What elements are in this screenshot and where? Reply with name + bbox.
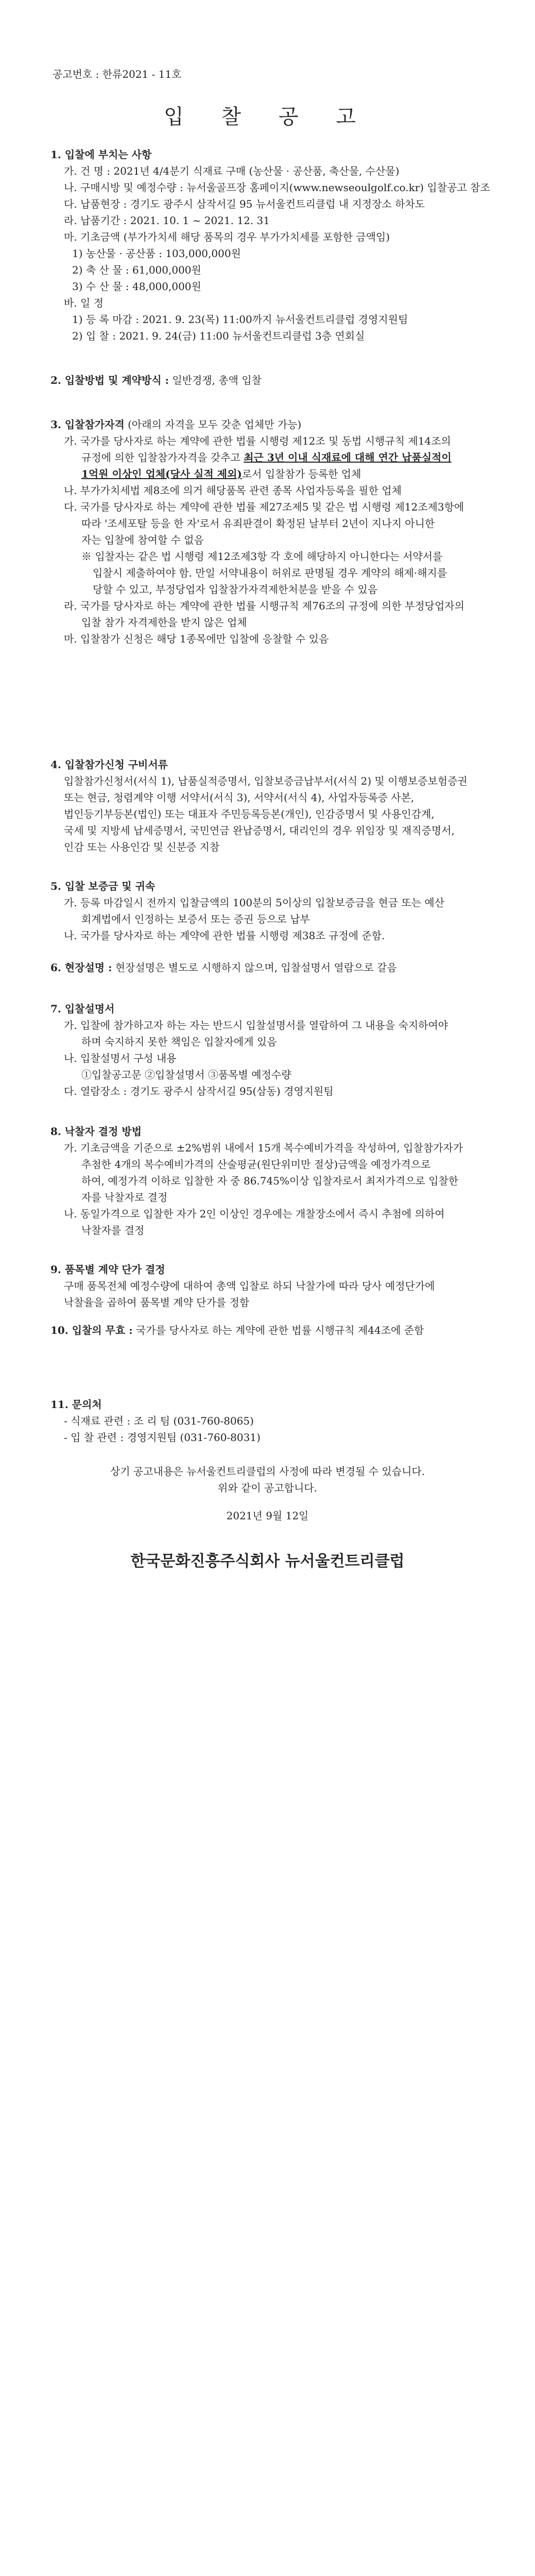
guide-na: 나. 입찰설명서 구성 내용 [64, 1052, 177, 1064]
deposit-ga-line1: 가. 등록 마감일시 전까지 입찰금액의 100분의 5이상의 입찰보증금을 현금 또는 예산 [64, 896, 445, 909]
eligibility-note-line2: 입찰시 제출하여야 함. 만일 서약내용이 허위로 판명될 경우 계약의 해제·해지를 [93, 567, 447, 579]
deposit-na: 나. 국가를 당사자로 하는 계약에 관한 법률 시행령 제38조 규정에 준함. [64, 929, 385, 942]
award-ga-line1: 가. 기초금액을 기준으로 ±2%범위 내에서 15개 복수예비가격을 작성하여, 입찰참가자가 [64, 1142, 463, 1154]
section-eligibility [50, 416, 493, 647]
section-unit-price [50, 1261, 493, 1311]
page-title: 입 찰 공 고 [164, 105, 371, 129]
documents-line5: 인감 또는 사용인감 및 신분증 지참 [64, 841, 220, 853]
organization-name: 한국문화진흥주식회사 뉴서울컨트리클럽 [130, 1552, 405, 1570]
award-na-line1: 나. 동일가격으로 입찰한 자가 2인 이상인 경우에는 개찰장소에서 즉시 추첨에 의하여 [64, 1208, 445, 1220]
item-base-amount: 마. 기초금액 (부가가치세 해당 품목의 경우 부가가치세를 포함한 금액임) [64, 231, 390, 243]
award-ga-line2: 추첨한 4개의 복수예비가격의 산술평균(원단위미만 절상)금액을 예정가격으로 [81, 1158, 431, 1171]
item-spec: 나. 구매시방 및 예정수량 : 뉴서울골프장 홈페이지(www.newseoulgolf.co.kr) 입찰공고 참조 [64, 181, 490, 194]
section-bid-guide [50, 1001, 493, 1099]
item-schedule: 바. 일 정 [64, 297, 104, 309]
section-award [50, 1123, 493, 1239]
section-items [50, 146, 493, 344]
amount-livestock: 2) 축 산 물 : 61,000,000원 [72, 264, 201, 276]
notice-date: 2021년 9월 12일 [226, 1510, 309, 1522]
amount-agri: 1) 농산물 · 공산품 : 103,000,000원 [72, 247, 241, 260]
closing-line2: 위와 같이 공고합니다. [218, 1482, 317, 1494]
section-heading: 10. 입찰의 무효 : [50, 1324, 133, 1336]
section-heading: 3. 입찰참가자격 [50, 418, 125, 431]
section-invalid-bid [50, 1322, 493, 1338]
section-heading-note: (아래의 자격을 모두 갖춘 업체만 가능) [124, 418, 302, 431]
section-heading: 7. 입찰설명서 [50, 1003, 115, 1015]
item-delivery-site: 다. 납품현장 : 경기도 광주시 삼작서길 95 뉴서울컨트리클럽 내 지정장소 하차도 [64, 198, 425, 210]
section-heading: 11. 문의처 [50, 1398, 102, 1411]
section-heading: 5. 입찰 보증금 및 귀속 [50, 880, 156, 892]
eligibility-ga-line1: 가. 국가를 당사자로 하는 계약에 관한 법률 시행령 제12조 및 동법 시행규칙 제14조의 [64, 435, 451, 447]
documents-line1: 입찰참가신청서(서식 1), 납품실적증명서, 입찰보증금납부서(서식 2) 및 이행보증보험증권 [64, 775, 468, 787]
section-heading: 9. 품목별 계약 단가 결정 [50, 1263, 165, 1276]
guide-ga-line2: 하며 숙지하지 못한 책임은 입찰자에게 있음 [81, 1036, 277, 1048]
eligibility-da-line1: 다. 국가를 당사자로 하는 계약에 관한 법률 제27조제5 및 같은 법 시행령 제12조제3항에 [64, 501, 464, 513]
schedule-bidding: 2) 입 찰 : 2021. 9. 24(금) 11:00 뉴서울컨트리클럽 3층 연회실 [72, 330, 365, 342]
bid-method-text: 일반경쟁, 총액 입찰 [169, 374, 262, 386]
eligibility-ra-line2: 입찰 참가 자격제한을 받지 않은 업체 [81, 616, 247, 629]
item-name: 가. 건 명 : 2021년 4/4분기 식재료 구매 (농산물 · 공산품, 축산물, 수산물) [64, 165, 400, 177]
section-contact [50, 1396, 493, 1446]
guide-na-items: ①입찰공고문 ②입찰설명서 ③품목별 예정수량 [81, 1069, 291, 1081]
schedule-registration: 1) 등 록 마감 : 2021. 9. 23(목) 11:00까지 뉴서울컨트리클럽 경영지원팀 [72, 313, 408, 326]
award-ga-line3: 하여, 예정가격 이하로 입찰한 자 중 86.745%이상 입찰자로서 최저가격으로 입찰한 [81, 1175, 459, 1187]
documents-line3: 법인등기부등본(법인) 또는 대표자 주민등록등본(개인), 인감증명서 및 사용인감계, [64, 808, 435, 820]
eligibility-ga-line3: 로서 입찰참가 등록한 업체 [241, 468, 361, 480]
amount-seafood: 3) 수 산 물 : 48,000,000원 [72, 280, 201, 293]
award-na-line2: 낙찰자를 결정 [81, 1224, 145, 1236]
contact-food: - 식재료 관련 : 조 리 팀 (031-760-8065) [64, 1415, 254, 1427]
eligibility-note-line1: ※ 입찰자는 같은 법 시행령 제12조제3항 각 호에 해당하지 아니한다는 서약서를 [81, 550, 443, 563]
guide-da: 다. 열람장소 : 경기도 광주시 삼작서길 95(삼동) 경영지원팀 [64, 1085, 334, 1097]
eligibility-da-line3: 자는 입찰에 참여할 수 없음 [81, 534, 204, 546]
section-heading: 1. 입찰에 부치는 사항 [50, 148, 152, 161]
closing-line1: 상기 공고내용은 뉴서울컨트리클럽의 사정에 따라 변경될 수 있습니다. [110, 1465, 425, 1478]
section-documents [50, 756, 493, 855]
section-heading: 6. 현장설명 : [50, 961, 112, 974]
unit-price-line2: 낙찰율을 곱하여 품목별 계약 단가를 정함 [64, 1296, 250, 1309]
item-delivery-period: 라. 납품기간 : 2021. 10. 1 ~ 2021. 12. 31 [64, 214, 270, 227]
section-heading: 2. 입찰방법 및 계약방식 : [50, 374, 169, 386]
section-deposit [50, 878, 493, 944]
eligibility-ra-line1: 라. 국가를 당사자로 하는 계약에 관한 법률 시행규칙 제76조의 규정에 의한 부정당업자의 [64, 600, 464, 612]
section-heading: 4. 입찰참가신청 구비서류 [50, 758, 168, 771]
guide-ga-line1: 가. 입찰에 참가하고자 하는 자는 반드시 입찰설명서를 열람하여 그 내용을 숙지하여야 [64, 1019, 448, 1031]
eligibility-na: 나. 부가가치세법 제8조에 의거 해당품목 관련 종목 사업자등록을 필한 업체 [64, 484, 402, 497]
eligibility-ma: 마. 입찰참가 신청은 해당 1종목에만 입찰에 응찰할 수 있음 [64, 633, 329, 645]
site-briefing-text: 현장설명은 별도로 시행하지 않으며, 입찰설명서 열람으로 갈음 [112, 961, 397, 974]
invalid-bid-text: 국가를 당사자로 하는 계약에 관한 법률 시행규칙 제44조에 준함 [132, 1324, 424, 1336]
deposit-ga-line2: 회계법에서 인정하는 보증서 또는 증권 등으로 납부 [81, 913, 310, 925]
eligibility-record-requirement: 최근 3년 이내 식재료에 대해 연간 납품실적이 [244, 451, 452, 464]
documents-line4: 국세 및 지방세 납세증명서, 국민연금 완납증명서, 대리인의 경우 위임장 및 재직증명서, [64, 824, 455, 837]
closing-statement [0, 1463, 535, 1524]
section-bid-method [50, 372, 493, 388]
eligibility-ga-line2: 규정에 의한 입찰참가자격을 갖추고 [81, 451, 244, 464]
unit-price-line1: 구매 품목전체 예정수량에 대하여 총액 입찰로 하되 낙찰가에 따라 당사 예정단가에 [64, 1280, 435, 1292]
eligibility-note-line3: 당할 수 있고, 부정당업자 입찰참가자격제한처분을 받을 수 있음 [93, 583, 378, 596]
notice-number: 공고번호 : 한류2021 - 11호 [53, 68, 182, 80]
award-ga-line4: 자를 낙찰자로 결정 [81, 1191, 168, 1204]
eligibility-record-amount: 1억원 이상인 업체(당사 실적 제외) [81, 468, 242, 480]
eligibility-da-line2: 따라 '조세포탈 등을 한 자'로서 유죄판결이 확정된 날부터 2년이 지나지 아니한 [81, 517, 435, 530]
contact-bid: - 입 찰 관련 : 경영지원팀 (031-760-8031) [64, 1431, 261, 1444]
documents-line2: 또는 현금, 청렴계약 이행 서약서(서식 3), 서약서(서식 4), 사업자등록증 사본, [64, 791, 415, 804]
section-site-briefing [50, 959, 493, 976]
section-heading: 8. 낙찰자 결정 방법 [50, 1125, 142, 1138]
